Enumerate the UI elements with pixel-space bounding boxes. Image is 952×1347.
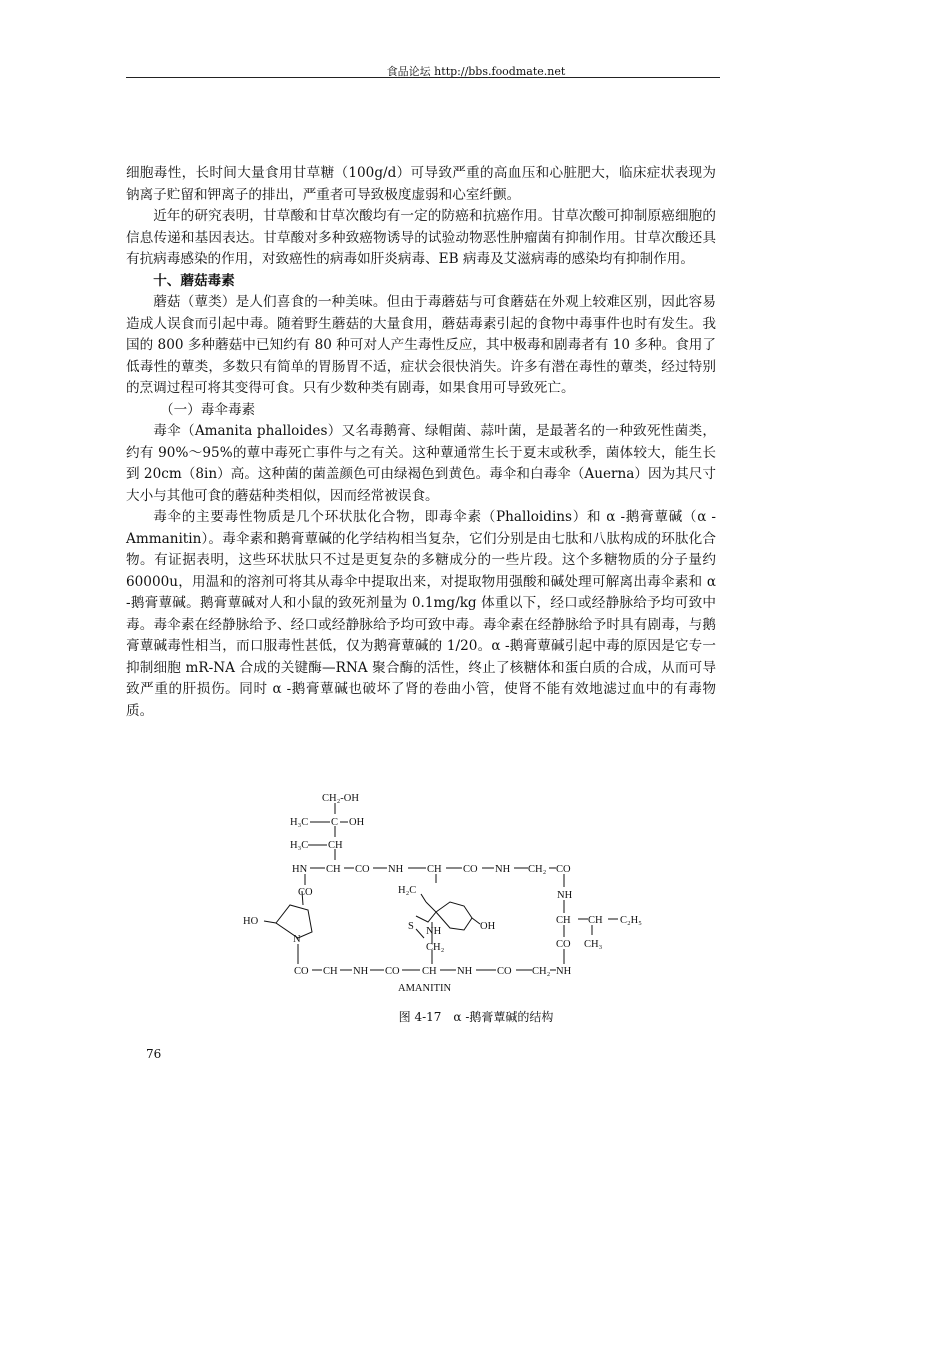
ch-label: CH bbox=[326, 864, 341, 875]
h3c-label: H₃C bbox=[290, 817, 309, 828]
co-label: CO bbox=[355, 864, 370, 875]
co-label: CO bbox=[556, 939, 571, 950]
compound-name: AMANITIN bbox=[398, 983, 452, 994]
co-label: CO bbox=[463, 864, 478, 875]
co-label: CO bbox=[556, 864, 571, 875]
nh-label: NH bbox=[353, 966, 369, 977]
ch2-label: CH₂ bbox=[426, 942, 445, 953]
c-label: C bbox=[331, 817, 339, 828]
h3c-label: H₃C bbox=[290, 840, 309, 851]
ch-label: CH bbox=[588, 915, 603, 926]
nh-label: NH bbox=[426, 926, 442, 937]
ch-label: CH bbox=[328, 840, 343, 851]
hn-label: HN bbox=[292, 864, 308, 875]
amanitin-structure-figure bbox=[236, 788, 656, 998]
nh-label: NH bbox=[495, 864, 511, 875]
ch-label: CH bbox=[323, 966, 338, 977]
ch-label: CH bbox=[556, 915, 571, 926]
ch2oh-label: CH₂-OH bbox=[322, 793, 359, 804]
nh-label: NH bbox=[457, 966, 473, 977]
c2h5-label: C₂H₅ bbox=[620, 915, 642, 926]
n-label: N bbox=[293, 934, 301, 945]
h2c-label: H₂C bbox=[398, 885, 417, 896]
nh-label: NH bbox=[556, 966, 572, 977]
paragraph: 蘑菇（蕈类）是人们喜食的一种美味。但由于毒蘑菇与可食蘑菇在外观上较难区别，因此容易造成人误食而引起中毒。随着野生蘑菇的大量食用，蘑菇毒素引起的食物中毒事件也时有发生。我国的 800 多种蘑菇中已知约有 80 种可对人产生毒性反应，其中极毒和剧毒者有 10 多种。食用了低毒性的蕈类，多数只有简单的胃肠胃不适，症状会很快消失。许多有潜在毒性的蕈类，经过特别的烹调过程可将其变得可食。只有少数种类有剧毒，如果食用可导致死亡。 bbox=[126, 294, 716, 396]
page-number: 76 bbox=[146, 1047, 162, 1061]
ho-label: HO bbox=[243, 916, 259, 927]
oh-label: OH bbox=[480, 921, 496, 932]
ch-label: CH bbox=[427, 864, 442, 875]
nh-label: NH bbox=[557, 890, 573, 901]
chemical-structure-diagram bbox=[236, 788, 656, 998]
paragraph: 毒伞的主要毒性物质是几个环状肽化合物，即毒伞素（Phalloidins）和 α -鹅膏蕈碱（α -Ammanitin）。毒伞素和鹅膏蕈碱的化学结构相当复杂，它们分别是由七肽和八肽构成的环肽化合物。有证据表明，这些环状肽只不过是更复杂的多糖成分的一些片段。这个多糖物质的分子量约 60000u，用温和的溶剂可将其从毒伞中提取出来，对提取物用强酸和碱处理可解离出毒伞素和 α -鹅膏蕈碱。鹅膏蕈碱对人和小鼠的致死剂量为 0.1mg/kg 体重以下，经口或经静脉给予均可致中毒。毒伞素在经静脉给予、经口或经静脉给予均可致中毒。毒伞素在经静脉给予时具有剧毒，与鹅膏蕈碱毒性相当，而口服毒性甚低，仅为鹅膏蕈碱的 1/20。α -鹅膏蕈碱引起中毒的原因是它专一抑制细胞 mR-NA 合成的关键酶—RNA 聚合酶的活性，终止了核糖体和蛋白质的合成，从而可导致严重的肝损伤。同时 α -鹅膏蕈碱也破坏了肾的卷曲小管，使肾不能有效地滤过血中的有毒物质。 bbox=[126, 509, 716, 719]
paragraph: 细胞毒性，长时间大量食用甘草糖（100g/d）可导致严重的高血压和心脏肥大，临床症状表现为钠离子贮留和钾离子的排出，严重者可导致极度虚弱和心室纤颤。 bbox=[126, 165, 716, 203]
ch3-label: CH₃ bbox=[584, 939, 603, 950]
paragraph: 毒伞（Amanita phalloides）又名毒鹅膏、绿帽菌、蒜叶菌，是最著名的一种致死性菌类，约有 90%～95%的蕈中毒死亡事件与之有关。这种蕈通常生长于夏末或秋季，菌体较大，能生长到 20cm（8in）高。这种菌的菌盖颜色可由绿褐色到黄色。毒伞和白毒伞（Auerna）因为其尺寸大小与其他可食的蘑菇种类相似，因而经常被误食。 bbox=[126, 423, 716, 504]
ch2-label: CH₂ bbox=[532, 966, 551, 977]
co-label: CO bbox=[497, 966, 512, 977]
section-heading: 十、蘑菇毒素 bbox=[153, 272, 235, 289]
co-label: CO bbox=[294, 966, 309, 977]
body-text bbox=[126, 163, 716, 722]
co-label: CO bbox=[298, 887, 313, 898]
ch2-label: CH₂ bbox=[528, 864, 547, 875]
nh-label: NH bbox=[388, 864, 404, 875]
s-label: S bbox=[408, 921, 414, 932]
paragraph: 近年的研究表明，甘草酸和甘草次酸均有一定的防癌和抗癌作用。甘草次酸可抑制原癌细胞的信息传递和基因表达。甘草酸对多种致癌物诱导的试验动物恶性肿瘤菌有抑制作用。甘草次酸还具有抗病毒感染的作用，对致癌性的病毒如肝炎病毒、EB 病毒及艾滋病毒的感染均有抑制作用。 bbox=[126, 208, 716, 267]
co-label: CO bbox=[385, 966, 400, 977]
header-rule bbox=[126, 77, 720, 78]
page-header: 食品论坛 http://bbs.foodmate.net bbox=[386, 65, 566, 78]
figure-caption: 图 4-17 α -鹅膏蕈碱的结构 bbox=[398, 1010, 554, 1024]
oh-label: OH bbox=[349, 817, 365, 828]
ch-label: CH bbox=[422, 966, 437, 977]
subsection-heading: （一）毒伞毒素 bbox=[160, 401, 256, 418]
